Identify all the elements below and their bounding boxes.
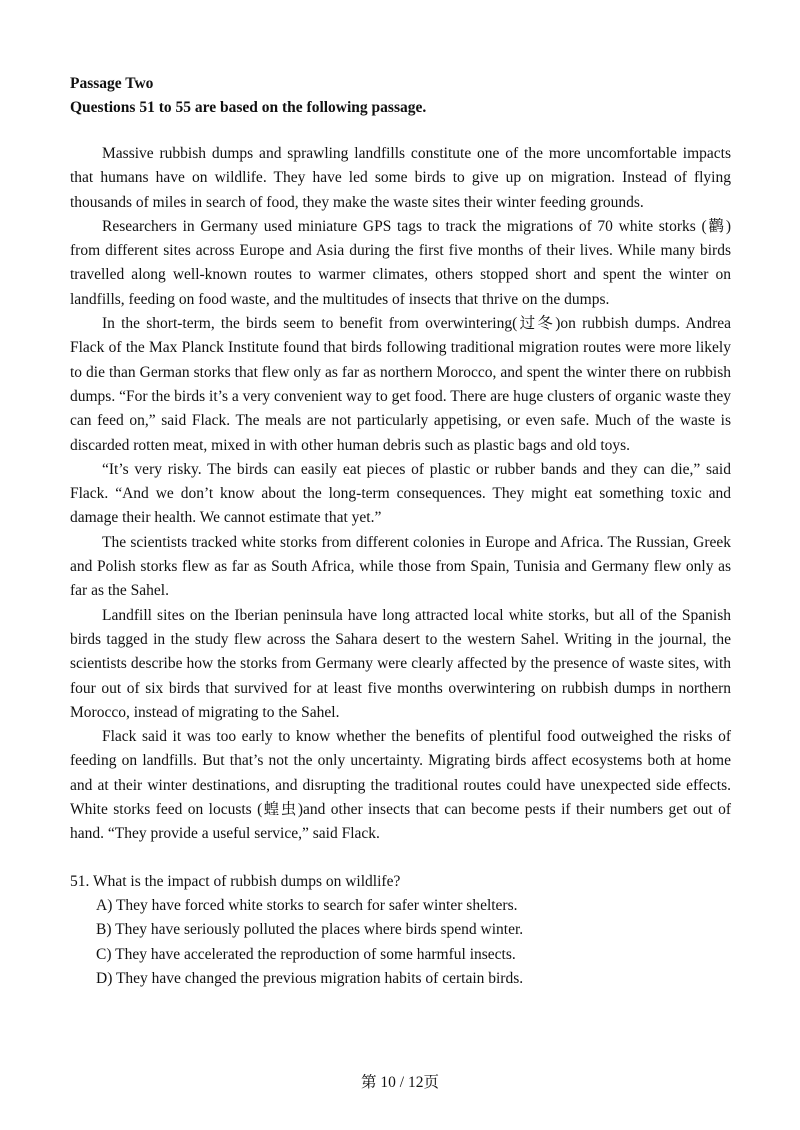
passage-paragraph-2: Researchers in Germany used miniature GPS tags to track the migrations of 70 white storks (鹳) from different sites across Europe and Asia during the first five months of their lives. While many birds travelled along well-known routes to warmer climates, others stopped short and spent the winter on landfills, feeding on food waste, and the multitudes of insects that thrive on the dumps.	[70, 217, 731, 308]
passage-paragraph-1: Massive rubbish dumps and sprawling landfills constitute one of the more uncomfortable impacts that humans have on wildlife. They have led some birds to give up on migration. Instead of flying thousands of miles in search of food, they make the waste sites their winter feeding grounds.	[70, 145, 731, 211]
passage-paragraph-3: In the short-term, the birds seem to benefit from overwintering(过冬)on rubbish dumps. Andrea Flack of the Max Planck Institute found that birds following traditional migration routes were more likely to die than German storks that flew only as far as northern Morocco, and spent the winter there on rubbish dumps. “For the birds it’s a very convenient way to get food. There are huge clusters of organic waste they can feed on,” said Flack. The meals are not particularly appetising, or even safe. Much of the waste is discarded rotten meat, mixed in with other human debris such as plastic bags and old toys.	[70, 315, 732, 454]
section-title: Passage Two	[70, 75, 154, 92]
passage-paragraph-4: “It’s very risky. The birds can easily eat pieces of plastic or rubber bands and they can die,” said Flack. “And we don’t know about the long-term consequences. They might eat something toxic and damage their health. We cannot estimate that yet.”	[70, 460, 731, 527]
question-stem: 51. What is the impact of rubbish dumps on wildlife?	[70, 872, 401, 890]
option-c: C) They have accelerated the reproduction of some harmful insects.	[96, 945, 516, 963]
passage-paragraph-7: Flack said it was too early to know whether the benefits of plentiful food outweighed the risks of feeding on landfills. But that’s not the only uncertainty. Migrating birds affect ecosystems both at home and at their winter destinations, and disrupting the traditional routes could have unexpected side effects. White storks feed on locusts (蝗虫)and other insects that can become pests if their numbers get out of hand. “They provide a useful service,” said Flack.	[70, 728, 731, 843]
page-number: 第 10 / 12页	[361, 1074, 439, 1091]
option-b: B) They have seriously polluted the places where birds spend winter.	[96, 921, 524, 939]
option-d: D) They have changed the previous migration habits of certain birds.	[96, 969, 524, 987]
option-a: A) They have forced white storks to search for safer winter shelters.	[96, 896, 518, 914]
exam-page	[70, 72, 731, 991]
passage-paragraph-6: Landfill sites on the Iberian peninsula have long attracted local white storks, but all of the Spanish birds tagged in the study flew across the Sahara desert to the western Sahel. Writing in the journal, the scientists describe how the storks from Germany were clearly affected by the presence of waste sites, with four out of six birds that survived for at least five months overwintering on rubbish dumps in northern Morocco, instead of migrating to the Sahel.	[70, 606, 731, 721]
section-instruction: Questions 51 to 55 are based on the following passage.	[70, 99, 427, 116]
question-51	[70, 870, 731, 991]
passage-body	[70, 142, 731, 847]
passage-paragraph-5: The scientists tracked white storks from different colonies in Europe and Africa. The Russian, Greek and Polish storks flew as far as South Africa, while those from Spain, Tunisia and Germany flew only as far as the Sahel.	[70, 533, 731, 600]
